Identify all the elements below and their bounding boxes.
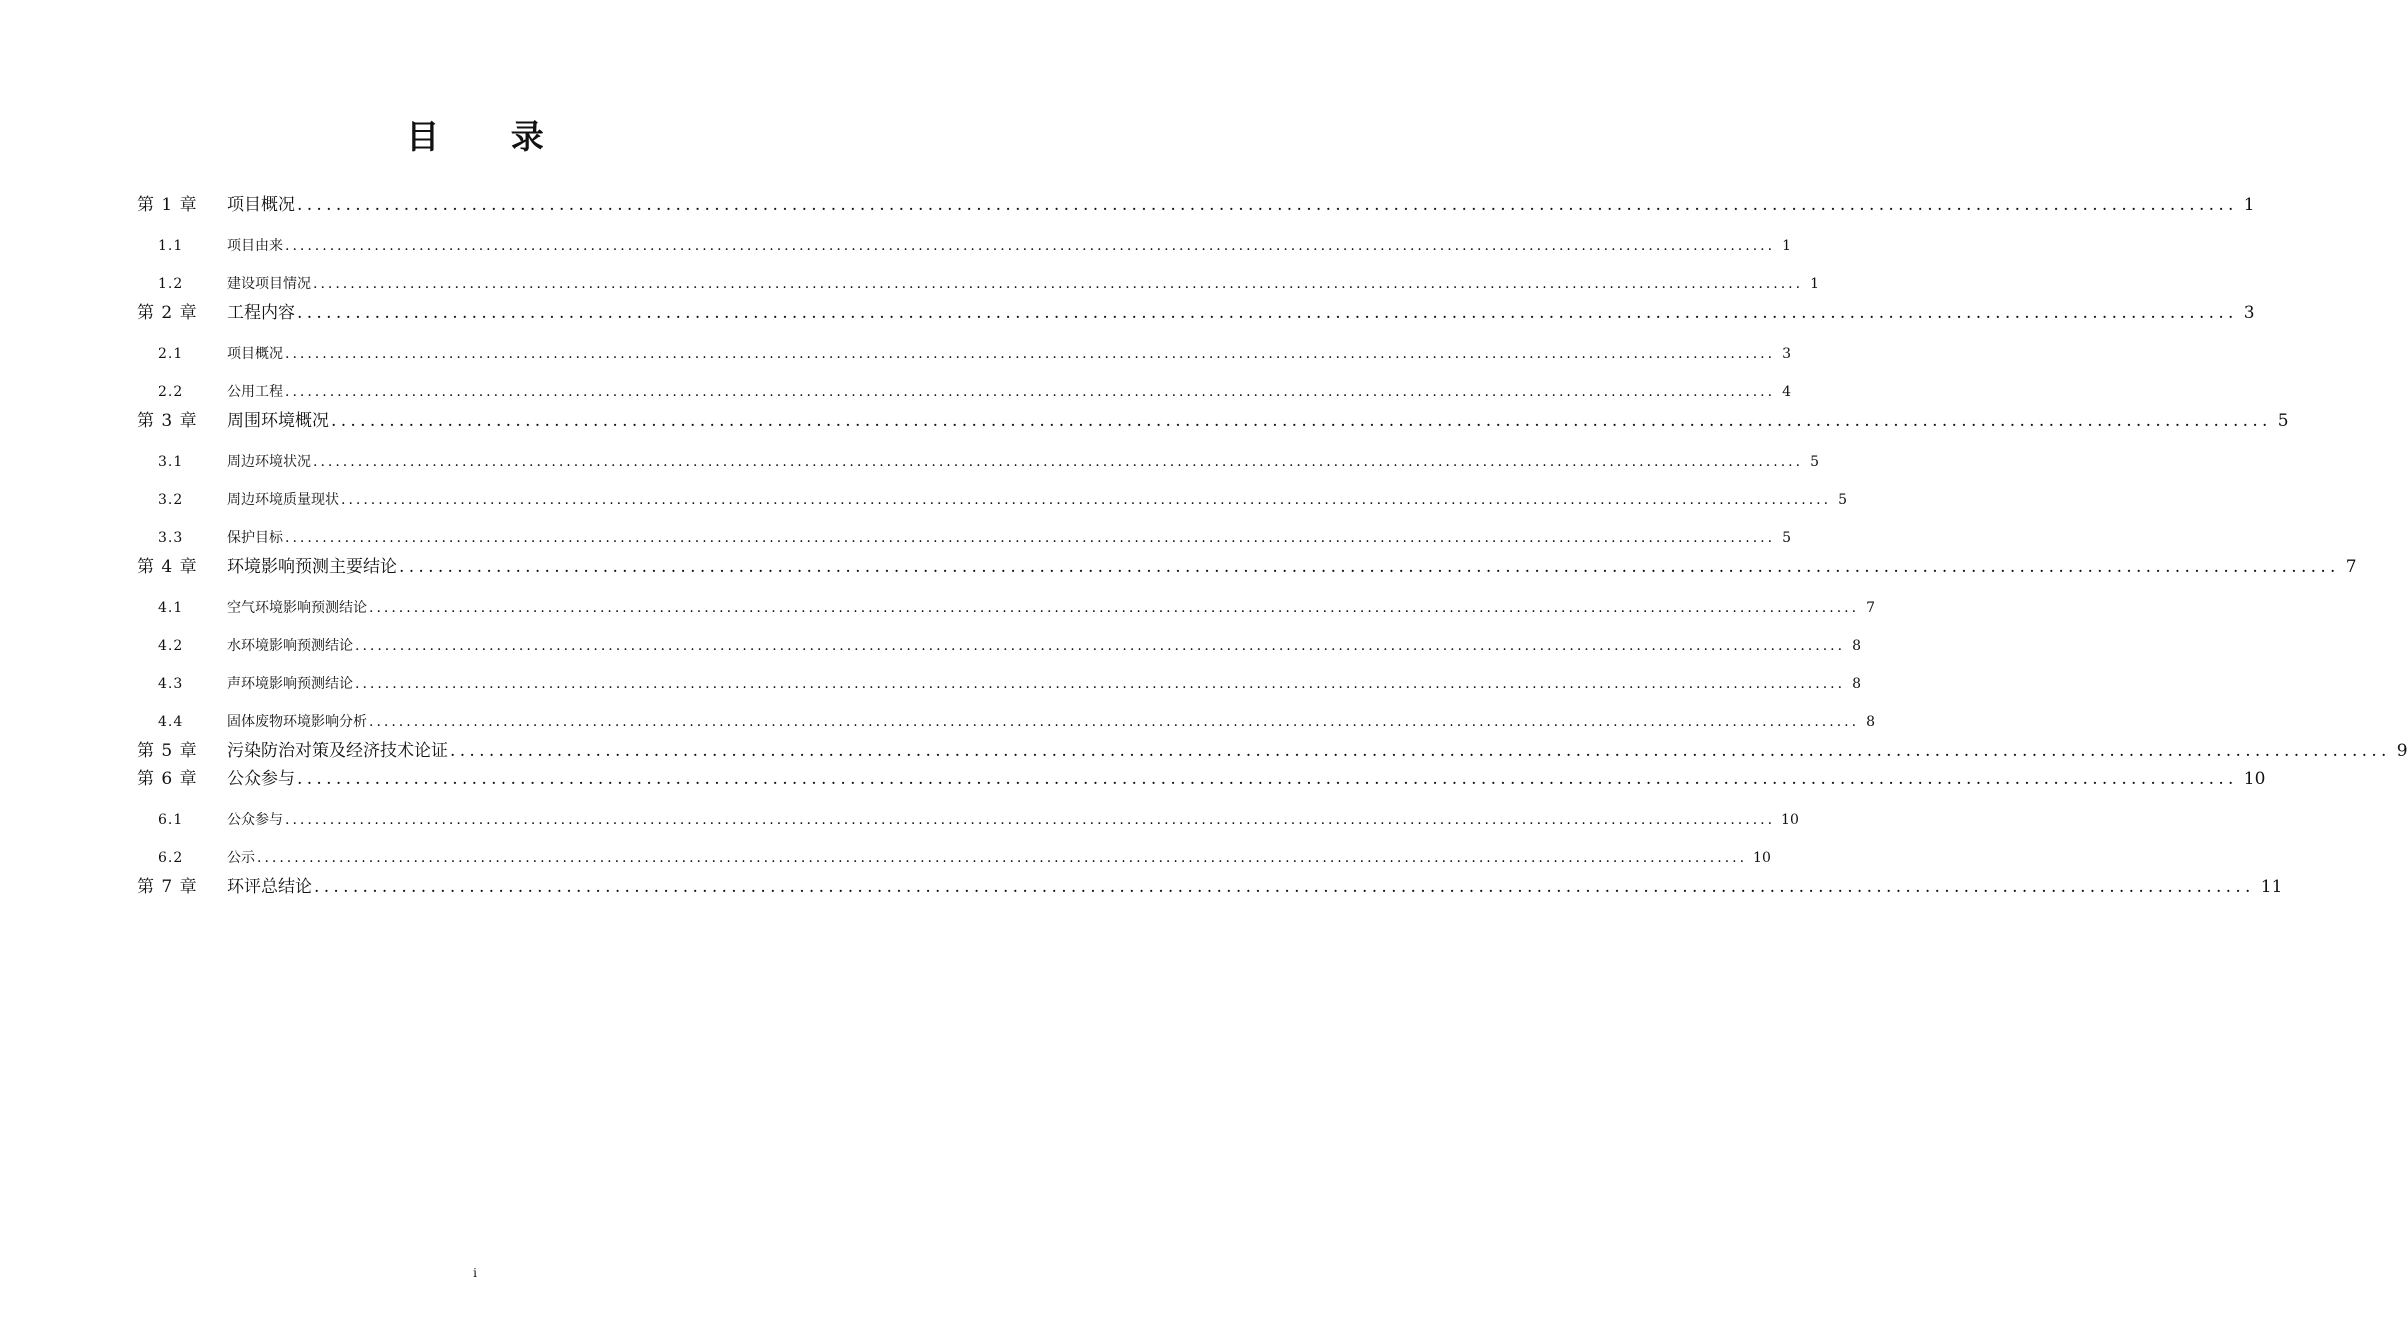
toc-dot-leader: ........................................................................................................................................................................................................ [285, 346, 1776, 362]
toc-entry-page: 1 [1810, 276, 1820, 292]
toc-entry-page: 5 [1810, 454, 1820, 470]
toc-entry-number: 第 5 章 [137, 741, 198, 761]
toc-section-entry[interactable] [137, 490, 1848, 510]
toc-entry-label: 污染防治对策及经济技术论证 [227, 741, 448, 761]
toc-dot-leader: ........................................................................................................................................................................................................ [297, 195, 2238, 215]
toc-entry-page: 8 [1852, 676, 1862, 692]
toc-dot-leader: ........................................................................................................................................................................................................ [331, 411, 2272, 431]
toc-section-entry[interactable] [137, 528, 1792, 548]
toc-dot-leader: ........................................................................................................................................................................................................ [450, 741, 2391, 761]
toc-dot-leader: ........................................................................................................................................................................................................ [314, 877, 2255, 897]
toc-entry-number: 4.3 [158, 676, 184, 692]
toc-entry-page: 10 [1781, 812, 1799, 828]
toc-section-entry[interactable] [137, 598, 1876, 618]
toc-entry-page: 4 [1782, 384, 1792, 400]
toc-entry-number: 1.2 [158, 276, 184, 292]
toc-dot-leader: ........................................................................................................................................................................................................ [285, 530, 1776, 546]
toc-entry-number: 6.2 [158, 850, 184, 866]
toc-entry-page: 9 [2396, 741, 2408, 761]
toc-entry-number: 4.2 [158, 638, 184, 654]
toc-entry-label: 工程内容 [227, 303, 295, 323]
toc-section-entry[interactable] [137, 344, 1792, 364]
toc-entry-number: 第 3 章 [137, 411, 198, 431]
toc-entry-page: 1 [1782, 238, 1792, 254]
toc-dot-leader: ........................................................................................................................................................................................................ [297, 769, 2238, 789]
toc-dot-leader: ........................................................................................................................................................................................................ [341, 492, 1832, 508]
toc-entry-label: 周边环境质量现状 [227, 492, 339, 508]
toc-dot-leader: ........................................................................................................................................................................................................ [285, 812, 1776, 828]
toc-entry-label: 声环境影响预测结论 [227, 676, 353, 692]
toc-entry-number: 6.1 [158, 812, 184, 828]
toc-entry-label: 环境影响预测主要结论 [227, 557, 397, 577]
toc-dot-leader: ........................................................................................................................................................................................................ [369, 600, 1860, 616]
toc-entry-page: 3 [1782, 346, 1792, 362]
toc-entry-page: 8 [1866, 714, 1876, 730]
toc-chapter-entry[interactable] [137, 193, 2255, 217]
toc-dot-leader: ........................................................................................................................................................................................................ [355, 638, 1846, 654]
toc-section-entry[interactable] [137, 674, 1862, 694]
toc-chapter-entry[interactable] [137, 875, 2283, 899]
toc-entry-label: 项目由来 [227, 238, 283, 254]
toc-entry-number: 1.1 [158, 238, 184, 254]
toc-chapter-entry[interactable] [137, 767, 2266, 791]
toc-entry-number: 4.4 [158, 714, 184, 730]
toc-dot-leader: ........................................................................................................................................................................................................ [313, 276, 1804, 292]
toc-dot-leader: ........................................................................................................................................................................................................ [285, 384, 1776, 400]
toc-dot-leader: ........................................................................................................................................................................................................ [285, 238, 1776, 254]
toc-section-entry[interactable] [137, 236, 1792, 256]
toc-entry-label: 周围环境概况 [227, 411, 329, 431]
toc-entry-label: 项目概况 [227, 346, 283, 362]
toc-entry-number: 2.2 [158, 384, 184, 400]
toc-chapter-entry[interactable] [137, 301, 2255, 325]
toc-entry-label: 公用工程 [227, 384, 283, 400]
toc-entry-label: 项目概况 [227, 195, 295, 215]
toc-dot-leader: ........................................................................................................................................................................................................ [297, 303, 2238, 323]
toc-entry-label: 固体废物环境影响分析 [227, 714, 367, 730]
toc-entry-number: 第 4 章 [137, 557, 198, 577]
footer-page-number: i [473, 1266, 477, 1280]
toc-dot-leader: ........................................................................................................................................................................................................ [355, 676, 1846, 692]
toc-entry-label: 周边环境状况 [227, 454, 311, 470]
toc-section-entry[interactable] [137, 810, 1799, 830]
toc-entry-label: 公示 [227, 850, 255, 866]
toc-entry-number: 4.1 [158, 600, 184, 616]
toc-entry-number: 2.1 [158, 346, 184, 362]
toc-section-entry[interactable] [137, 848, 1771, 868]
toc-section-entry[interactable] [137, 712, 1876, 732]
toc-entry-label: 建设项目情况 [227, 276, 311, 292]
toc-section-entry[interactable] [137, 452, 1820, 472]
toc-entry-page: 5 [2277, 411, 2289, 431]
toc-entry-label: 水环境影响预测结论 [227, 638, 353, 654]
toc-entry-page: 5 [1782, 530, 1792, 546]
toc-entry-number: 3.1 [158, 454, 184, 470]
toc-entry-page: 10 [2243, 769, 2266, 789]
toc-entry-label: 空气环境影响预测结论 [227, 600, 367, 616]
toc-dot-leader: ........................................................................................................................................................................................................ [399, 557, 2340, 577]
toc-section-entry[interactable] [137, 274, 1820, 294]
toc-chapter-entry[interactable] [137, 739, 2408, 763]
toc-section-entry[interactable] [137, 382, 1792, 402]
toc-entry-page: 3 [2243, 303, 2255, 323]
toc-entry-number: 第 7 章 [137, 877, 198, 897]
toc-chapter-entry[interactable] [137, 555, 2357, 579]
toc-entry-label: 公众参与 [227, 812, 283, 828]
toc-entry-number: 第 6 章 [137, 769, 198, 789]
toc-entry-number: 3.3 [158, 530, 184, 546]
page-title: 目 录 [406, 117, 574, 156]
toc-entry-label: 保护目标 [227, 530, 283, 546]
toc-entry-page: 10 [1753, 850, 1771, 866]
toc-dot-leader: ........................................................................................................................................................................................................ [257, 850, 1748, 866]
toc-entry-page: 7 [1866, 600, 1876, 616]
toc-entry-page: 5 [1838, 492, 1848, 508]
toc-entry-page: 8 [1852, 638, 1862, 654]
toc-section-entry[interactable] [137, 636, 1862, 656]
toc-entry-number: 第 2 章 [137, 303, 198, 323]
toc-dot-leader: ........................................................................................................................................................................................................ [369, 714, 1860, 730]
toc-entry-page: 1 [2243, 195, 2255, 215]
toc-chapter-entry[interactable] [137, 409, 2289, 433]
toc-entry-number: 第 1 章 [137, 195, 198, 215]
toc-dot-leader: ........................................................................................................................................................................................................ [313, 454, 1804, 470]
toc-entry-number: 3.2 [158, 492, 184, 508]
toc-entry-label: 公众参与 [227, 769, 295, 789]
toc-entry-page: 11 [2260, 877, 2283, 897]
toc-entry-label: 环评总结论 [227, 877, 312, 897]
toc-entry-page: 7 [2345, 557, 2357, 577]
